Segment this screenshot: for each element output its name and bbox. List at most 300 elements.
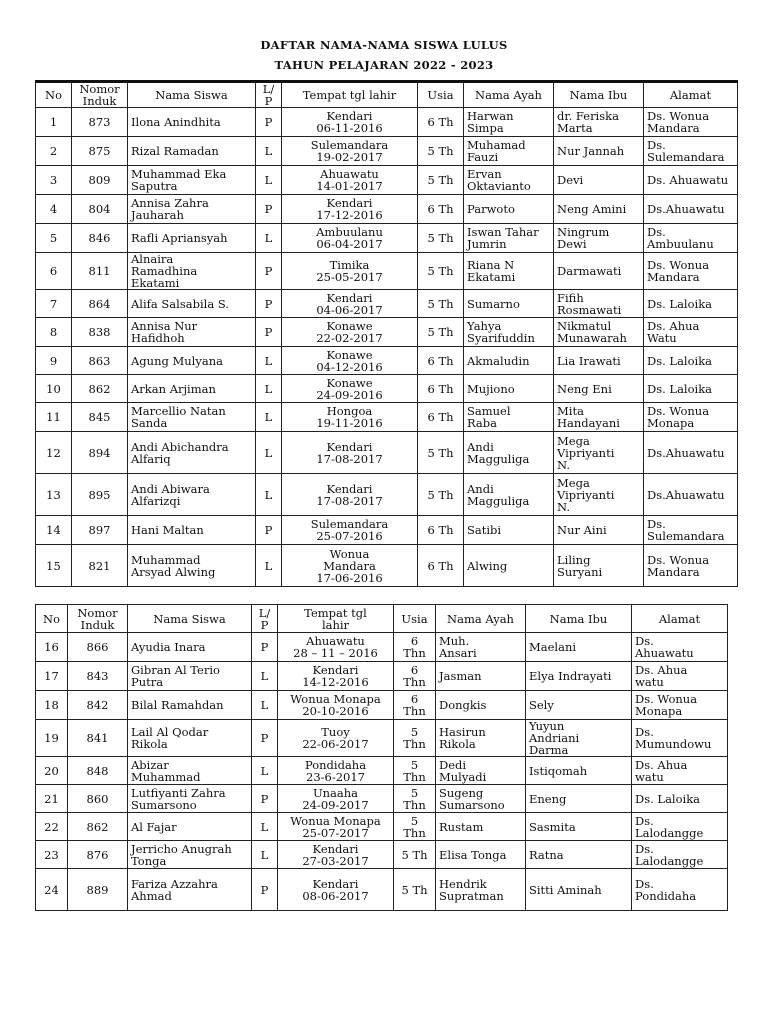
cell-line: Rafli Apriansyah: [131, 231, 228, 245]
cell-line: 06-04-2017: [316, 237, 383, 251]
usia-cell: [394, 691, 436, 720]
header-usia: Usia: [418, 82, 464, 108]
cell-line: Kendari: [312, 663, 359, 677]
cell-line: 6: [410, 692, 419, 706]
nama-siswa-cell: [128, 662, 252, 691]
alamat-cell: [644, 137, 738, 166]
cell-line: Wonua Monapa: [290, 692, 381, 706]
cell-line: Iswan Tahar: [467, 225, 539, 239]
nomor-induk-cell: 845: [72, 403, 128, 432]
cell-line: Annisa Zahra: [131, 196, 209, 210]
cell-line: Riana N: [467, 258, 515, 272]
nama-ayah-cell: [464, 375, 554, 403]
cell-line: Konawe: [326, 319, 373, 333]
cell-line: Munawarah: [557, 331, 627, 345]
table-row: [36, 224, 738, 253]
cell-line: Marcellio Natan: [131, 404, 226, 418]
table-row: [36, 403, 738, 432]
row-number: 3: [36, 166, 72, 195]
table-row: [36, 691, 728, 720]
cell-line: Abizar: [131, 757, 169, 772]
cell-line: Ds.: [635, 634, 654, 648]
cell-line: Mandara: [647, 564, 700, 579]
cell-line: Ds. Laloika: [647, 353, 713, 368]
lp-cell: L: [256, 432, 282, 474]
cell-line: 5 Th: [401, 847, 428, 862]
table-row: [36, 375, 738, 403]
cell-line: Ningrum: [557, 225, 610, 239]
cell-line: Suryani: [557, 564, 603, 579]
cell-line: Sanda: [131, 416, 168, 430]
cell-line: Ds. Laloika: [635, 791, 701, 806]
cell-line: dr. Feriska: [557, 109, 619, 123]
cell-line: 25-05-2017: [316, 270, 383, 284]
cell-line: 28 – 11 – 2016: [293, 646, 378, 660]
cell-line: Ayudia Inara: [131, 640, 206, 654]
cell-line: Ds.Ahuawatu: [647, 487, 725, 502]
nama-siswa-cell: [128, 253, 256, 290]
cell-line: Ambuulanu: [316, 225, 383, 239]
cell-line: Ds.: [635, 813, 654, 828]
tempat-tgl-lahir-cell: [278, 785, 394, 813]
cell-line: Wonua Monapa: [290, 813, 381, 828]
nama-siswa-cell: [128, 545, 256, 587]
cell-line: Devi: [557, 173, 584, 187]
header-alamat: Alamat: [644, 82, 738, 108]
lp-cell: P: [256, 516, 282, 545]
nomor-induk-cell: 843: [68, 662, 128, 691]
cell-line: 19-02-2017: [316, 150, 383, 164]
nama-siswa-cell: [128, 813, 252, 841]
cell-line: Rikola: [131, 737, 168, 751]
table-row: [36, 195, 738, 224]
cell-line: Bilal Ramahdan: [131, 698, 224, 712]
cell-line: Satibi: [467, 523, 502, 537]
nama-siswa-cell: [128, 290, 256, 318]
cell-line: Ds.: [635, 876, 654, 891]
usia-cell: [418, 474, 464, 516]
table-row: [36, 813, 728, 841]
cell-line: Alfarizqi: [131, 493, 181, 508]
cell-line: 24-09-2017: [302, 797, 369, 812]
cell-line: Darma: [529, 743, 569, 757]
lp-cell: L: [252, 813, 278, 841]
cell-line: Kendari: [326, 196, 373, 210]
cell-line: Ds. Laloika: [647, 296, 713, 311]
alamat-cell: [644, 290, 738, 318]
cell-line: 25-07-2016: [316, 529, 383, 543]
nomor-induk-cell: 876: [68, 841, 128, 869]
cell-line: Istiqomah: [529, 763, 588, 778]
nama-ayah-cell: [436, 633, 526, 662]
cell-line: 6 Th: [427, 523, 454, 537]
tempat-tgl-lahir-cell: [278, 841, 394, 869]
nomor-induk-cell: 873: [72, 108, 128, 137]
cell-line: Lutfiyanti Zahra: [131, 785, 226, 800]
cell-line: watu: [635, 675, 664, 689]
cell-line: Lalodangge: [635, 825, 704, 840]
cell-line: Ervan: [467, 167, 502, 181]
header-line: Nomor: [77, 605, 118, 620]
nama-ayah-cell: [436, 785, 526, 813]
lp-cell: P: [252, 869, 278, 911]
usia-cell: [418, 516, 464, 545]
header-no: No: [36, 605, 68, 633]
nama-ibu-cell: [554, 347, 644, 375]
cell-line: Rustam: [439, 819, 484, 834]
nama-ayah-cell: [464, 516, 554, 545]
nama-siswa-cell: [128, 516, 256, 545]
cell-line: Alifa Salsabila S.: [131, 296, 229, 311]
alamat-cell: [644, 375, 738, 403]
cell-line: Samuel: [467, 404, 511, 418]
alamat-cell: [644, 347, 738, 375]
tempat-tgl-lahir-cell: [282, 403, 418, 432]
row-number: 10: [36, 375, 72, 403]
lp-cell: L: [256, 137, 282, 166]
lp-cell: L: [252, 662, 278, 691]
cell-line: Gibran Al Terio: [131, 663, 220, 677]
cell-line: Jumrin: [467, 237, 507, 251]
cell-line: Kendari: [326, 290, 373, 305]
cell-line: 20-10-2016: [302, 704, 369, 718]
cell-line: 5 Th: [401, 882, 428, 897]
nama-ibu-cell: [554, 516, 644, 545]
cell-line: Sulemandara: [647, 529, 725, 543]
cell-line: 5: [410, 813, 419, 828]
cell-line: Ilona Anindhita: [131, 115, 221, 129]
alamat-cell: [644, 195, 738, 224]
nomor-induk-cell: 804: [72, 195, 128, 224]
cell-line: Dewi: [557, 237, 587, 251]
cell-line: Ds.: [635, 725, 654, 739]
cell-line: Sasmita: [529, 819, 576, 834]
cell-line: Annisa Nur: [131, 319, 198, 333]
cell-line: Fariza Azzahra: [131, 876, 218, 891]
row-number: 13: [36, 474, 72, 516]
cell-line: Pondidaha: [635, 888, 697, 903]
cell-line: Mita: [557, 404, 584, 418]
header-nomor-induk: [72, 82, 128, 108]
cell-line: Sitti Aminah: [529, 882, 602, 897]
cell-line: Ds.Ahuawatu: [647, 445, 725, 460]
nama-ayah-cell: [436, 662, 526, 691]
nama-ibu-cell: [526, 720, 632, 757]
nama-ibu-cell: [554, 318, 644, 347]
row-number: 19: [36, 720, 68, 757]
nama-ibu-cell: [554, 137, 644, 166]
alamat-cell: [644, 108, 738, 137]
cell-line: 5 Th: [427, 487, 454, 502]
cell-line: 08-06-2017: [302, 888, 369, 903]
students-table-2: [35, 604, 728, 911]
cell-line: 22-02-2017: [316, 331, 383, 345]
alamat-cell: [644, 318, 738, 347]
cell-line: Hendrik: [439, 876, 487, 891]
nama-ibu-cell: [554, 403, 644, 432]
students-table-1: [35, 80, 738, 587]
row-number: 4: [36, 195, 72, 224]
tempat-tgl-lahir-cell: [278, 662, 394, 691]
lp-cell: P: [256, 290, 282, 318]
cell-line: Ds. Wonua: [647, 552, 710, 567]
header-alamat: Alamat: [632, 605, 728, 633]
header-nama-siswa: Nama Siswa: [128, 82, 256, 108]
cell-line: Alwing: [467, 558, 508, 573]
row-number: 7: [36, 290, 72, 318]
tempat-tgl-lahir-cell: [278, 633, 394, 662]
cell-line: Mulyadi: [439, 769, 487, 784]
cell-line: Andi Abiwara: [131, 481, 210, 496]
cell-line: Putra: [131, 675, 164, 689]
cell-line: Konawe: [326, 375, 373, 390]
usia-cell: [418, 545, 464, 587]
cell-line: Mandara: [323, 558, 376, 573]
usia-cell: [418, 108, 464, 137]
cell-line: Alfariq: [131, 451, 171, 466]
cell-line: Nikmatul: [557, 319, 612, 333]
cell-line: Hasirun: [439, 725, 486, 739]
nama-ayah-cell: [464, 432, 554, 474]
cell-line: Harwan: [467, 109, 514, 123]
cell-line: Elya Indrayati: [529, 669, 612, 683]
cell-line: Pondidaha: [304, 757, 367, 772]
cell-line: 5: [410, 757, 419, 772]
cell-line: Sumarno: [467, 296, 520, 311]
cell-line: Watu: [647, 331, 677, 345]
nomor-induk-cell: 863: [72, 347, 128, 375]
nama-ayah-cell: [436, 813, 526, 841]
nama-siswa-cell: [128, 691, 252, 720]
cell-line: Ahuawatu: [635, 646, 694, 660]
nama-ibu-cell: [526, 757, 632, 785]
cell-line: 5: [410, 785, 419, 800]
lp-cell: L: [252, 691, 278, 720]
row-number: 16: [36, 633, 68, 662]
row-number: 20: [36, 757, 68, 785]
nomor-induk-cell: 860: [68, 785, 128, 813]
nama-siswa-cell: [128, 318, 256, 347]
header-line: L/: [258, 605, 271, 620]
cell-line: 6 Th: [427, 558, 454, 573]
header-nomor-induk: [68, 605, 128, 633]
row-number: 8: [36, 318, 72, 347]
cell-line: Parwoto: [467, 202, 515, 216]
cell-line: Ekatami: [131, 276, 180, 290]
header-lp: [256, 82, 282, 108]
cell-line: Thn: [403, 797, 426, 812]
cell-line: Ds.: [635, 841, 654, 856]
table-row: [36, 516, 738, 545]
cell-line: Kendari: [312, 841, 359, 856]
cell-line: Jasman: [439, 669, 482, 683]
cell-line: Al Fajar: [131, 819, 177, 834]
cell-line: Muhammad: [131, 552, 201, 567]
lp-cell: L: [252, 841, 278, 869]
nama-ibu-cell: [526, 869, 632, 911]
cell-line: watu: [635, 769, 664, 784]
nomor-induk-cell: 842: [68, 691, 128, 720]
cell-line: Elisa Tonga: [439, 847, 507, 862]
row-number: 17: [36, 662, 68, 691]
table-row: [36, 720, 728, 757]
nomor-induk-cell: 848: [68, 757, 128, 785]
usia-cell: [418, 347, 464, 375]
cell-line: Jauharah: [131, 208, 184, 222]
cell-line: Neng Eni: [557, 381, 612, 396]
cell-line: Mandara: [647, 121, 700, 135]
cell-line: Mega: [557, 475, 590, 490]
nama-ibu-cell: [554, 545, 644, 587]
cell-line: Rizal Ramadan: [131, 144, 219, 158]
nama-ayah-cell: [464, 474, 554, 516]
cell-line: Ds.: [647, 138, 666, 152]
cell-line: Muhammad: [131, 769, 201, 784]
cell-line: 17-08-2017: [316, 451, 383, 466]
cell-line: 17-06-2016: [316, 570, 383, 585]
cell-line: Alnaira: [131, 252, 174, 266]
cell-line: 04-06-2017: [316, 302, 383, 317]
alamat-cell: [632, 633, 728, 662]
header-nama-ibu: Nama Ibu: [526, 605, 632, 633]
cell-line: Liling: [557, 552, 591, 567]
cell-line: Thn: [403, 825, 426, 840]
cell-line: Saputra: [131, 179, 178, 193]
alamat-cell: [632, 691, 728, 720]
cell-line: 6 Th: [427, 115, 454, 129]
cell-line: 6 Th: [427, 202, 454, 216]
cell-line: Marta: [557, 121, 593, 135]
cell-line: 19-11-2016: [316, 416, 383, 430]
cell-line: Eneng: [529, 791, 567, 806]
cell-line: Ds. Ahuawatu: [647, 173, 729, 187]
cell-line: Ds.Ahuawatu: [647, 202, 725, 216]
document-subtitle: TAHUN PELAJARAN 2022 - 2023: [274, 58, 494, 72]
cell-line: 5 Th: [427, 231, 454, 245]
cell-line: Timika: [329, 258, 370, 272]
cell-line: Ds. Wonua: [647, 404, 710, 418]
lp-cell: P: [256, 108, 282, 137]
cell-line: Thn: [403, 769, 426, 784]
cell-line: Monapa: [635, 704, 683, 718]
alamat-cell: [644, 224, 738, 253]
row-number: 15: [36, 545, 72, 587]
nama-ibu-cell: [526, 813, 632, 841]
table-row: [36, 869, 728, 911]
nama-ibu-cell: [554, 166, 644, 195]
cell-line: Ds. Wonua: [635, 692, 698, 706]
table-row: [36, 545, 738, 587]
tempat-tgl-lahir-cell: [282, 516, 418, 545]
cell-line: 04-12-2016: [316, 359, 383, 374]
alamat-cell: [632, 662, 728, 691]
cell-line: Nur Jannah: [557, 144, 625, 158]
nama-ayah-cell: [464, 137, 554, 166]
nama-ibu-cell: [526, 785, 632, 813]
table-row: [36, 290, 738, 318]
tempat-tgl-lahir-cell: [282, 545, 418, 587]
alamat-cell: [632, 841, 728, 869]
nama-ayah-cell: [436, 720, 526, 757]
nomor-induk-cell: 862: [68, 813, 128, 841]
nama-ayah-cell: [436, 757, 526, 785]
cell-line: Handayani: [557, 416, 620, 430]
table-row: [36, 253, 738, 290]
nomor-induk-cell: 846: [72, 224, 128, 253]
table-body-1: [36, 108, 738, 587]
usia-cell: [394, 785, 436, 813]
tempat-tgl-lahir-cell: [278, 869, 394, 911]
table-row: [36, 785, 728, 813]
nomor-induk-cell: 894: [72, 432, 128, 474]
row-number: 18: [36, 691, 68, 720]
cell-line: 6 Th: [427, 381, 454, 396]
cell-line: Ds.: [647, 225, 666, 239]
nama-ibu-cell: [554, 474, 644, 516]
row-number: 12: [36, 432, 72, 474]
nama-siswa-cell: [128, 474, 256, 516]
cell-line: Oktavianto: [467, 179, 531, 193]
row-number: 24: [36, 869, 68, 911]
usia-cell: [418, 137, 464, 166]
alamat-cell: [632, 785, 728, 813]
cell-line: 25-07-2017: [302, 825, 369, 840]
cell-line: 6 Th: [427, 353, 454, 368]
nama-ibu-cell: [554, 432, 644, 474]
table-row: [36, 662, 728, 691]
cell-line: 17-12-2016: [316, 208, 383, 222]
table-body-2: [36, 633, 728, 911]
tempat-tgl-lahir-cell: [282, 474, 418, 516]
table-row: [36, 633, 728, 662]
nomor-induk-cell: 895: [72, 474, 128, 516]
header-line: Tempat tgl: [304, 605, 367, 620]
cell-line: Hani Maltan: [131, 523, 204, 537]
header-line: P: [260, 617, 269, 632]
usia-cell: [394, 869, 436, 911]
cell-line: 23-6-2017: [306, 769, 365, 784]
alamat-cell: [644, 516, 738, 545]
usia-cell: [418, 318, 464, 347]
cell-line: Neng Amini: [557, 202, 627, 216]
cell-line: Andi Abichandra: [131, 439, 229, 454]
alamat-cell: [644, 432, 738, 474]
usia-cell: [418, 290, 464, 318]
cell-line: Sulemandara: [310, 517, 389, 531]
alamat-cell: [644, 253, 738, 290]
cell-line: Mandara: [647, 270, 700, 284]
usia-cell: [394, 757, 436, 785]
cell-line: Jerricho Anugrah: [131, 841, 232, 856]
cell-line: 5 Th: [427, 445, 454, 460]
nama-ayah-cell: [464, 290, 554, 318]
cell-line: 06-11-2016: [316, 121, 383, 135]
header-nama-siswa: Nama Siswa: [128, 605, 252, 633]
cell-line: Thn: [403, 737, 426, 751]
alamat-cell: [644, 474, 738, 516]
alamat-cell: [632, 813, 728, 841]
nama-siswa-cell: [128, 841, 252, 869]
nama-siswa-cell: [128, 224, 256, 253]
nama-ayah-cell: [464, 108, 554, 137]
cell-line: N.: [557, 457, 570, 472]
lp-cell: L: [256, 224, 282, 253]
cell-line: 5 Th: [427, 264, 454, 278]
header-line: P: [264, 94, 273, 108]
table-row: [36, 108, 738, 137]
lp-cell: P: [252, 785, 278, 813]
nama-ibu-cell: [554, 195, 644, 224]
